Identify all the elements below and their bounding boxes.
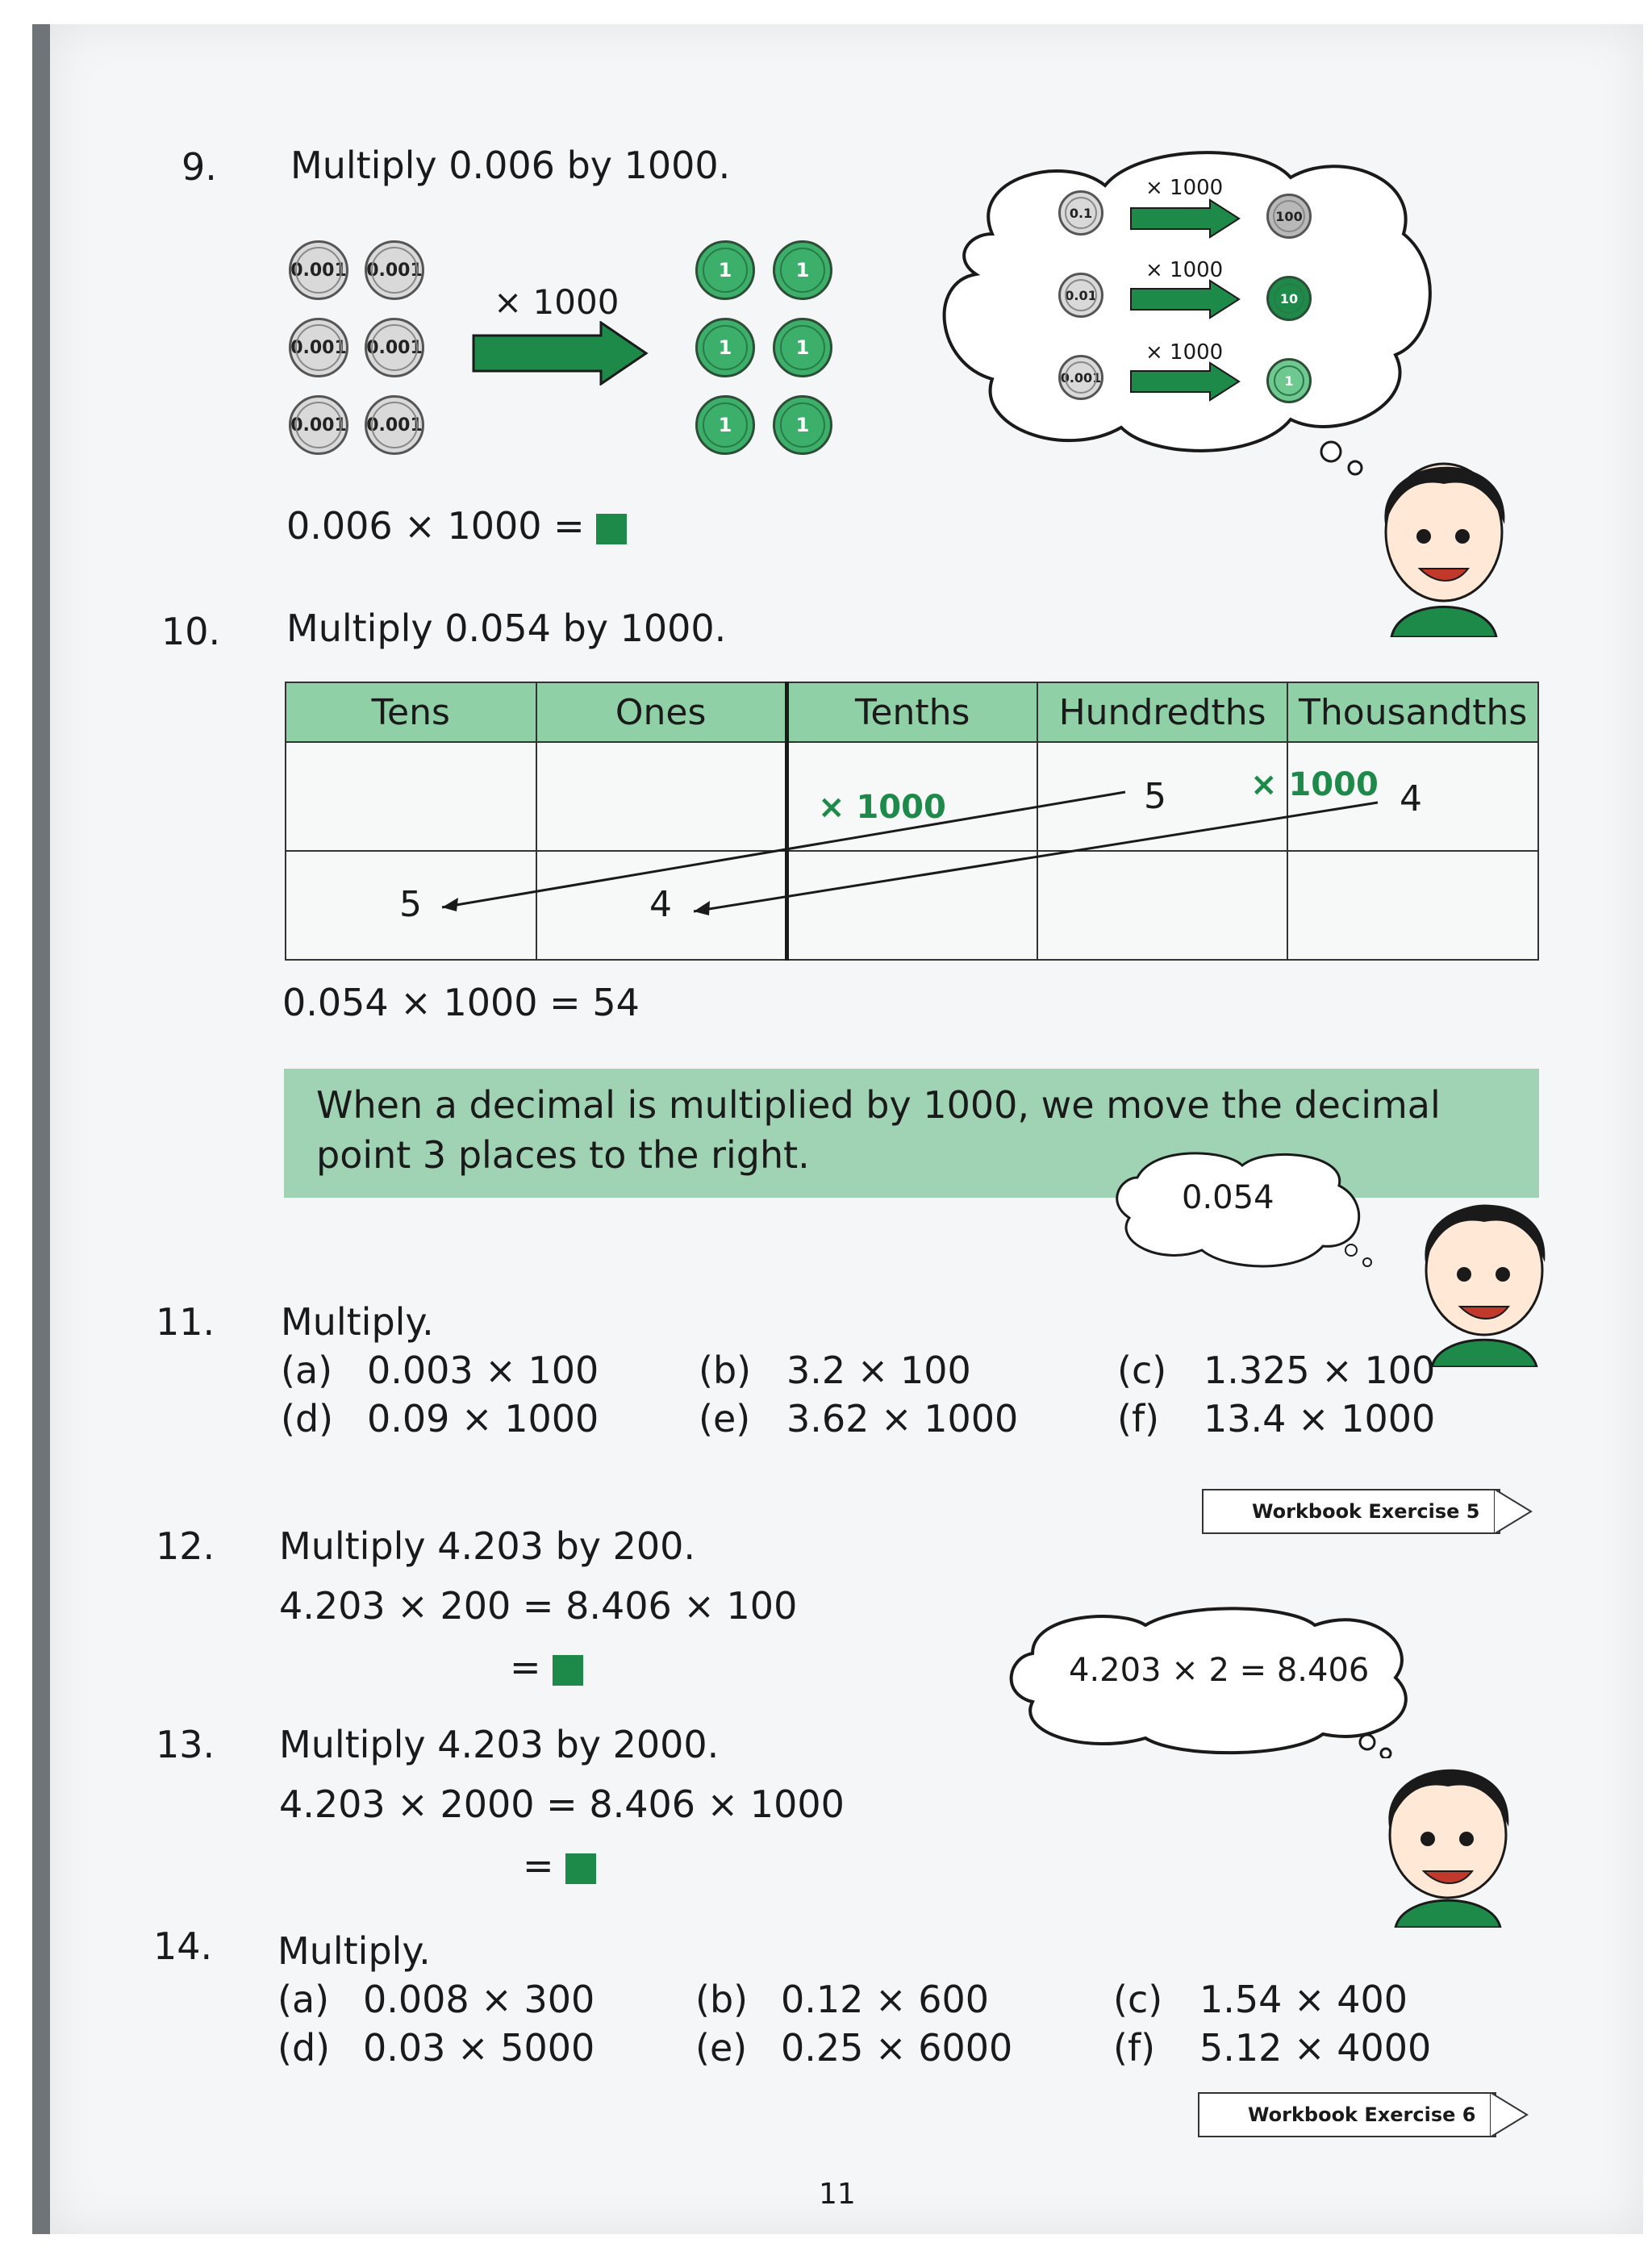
header-tenths: Tenths: [786, 682, 1037, 742]
page-number: 11: [819, 2178, 856, 2211]
right-arrow-icon: [472, 321, 649, 386]
coin-1: 1: [773, 395, 832, 455]
boy-illustration: [1408, 1174, 1561, 1367]
item-label: (e): [699, 1397, 751, 1440]
answer-box: [596, 514, 627, 544]
question-10-title: Multiply 0.054 by 1000.: [286, 607, 727, 650]
coin-1: 1: [695, 240, 755, 300]
question-11-title: Multiply.: [281, 1300, 434, 1344]
digit-4-top: 4: [1400, 778, 1422, 819]
header-hundredths: Hundredths: [1037, 682, 1288, 742]
question-number-10: 10.: [161, 610, 221, 653]
question-number-14: 14.: [153, 1924, 213, 1968]
tag-arrow-icon: [1490, 2092, 1530, 2137]
question-9-title: Multiply 0.006 by 1000.: [290, 144, 731, 187]
question-10-equation: 0.054 × 1000 = 54: [282, 981, 640, 1024]
coin-0.001: 0.001: [289, 240, 348, 300]
coin-100: 100: [1266, 194, 1312, 239]
item-label: (d): [281, 1397, 334, 1440]
multiply-label-thousandths: × 1000: [1250, 766, 1379, 803]
equals-sign: =: [510, 1645, 541, 1689]
coin-1: 1: [695, 395, 755, 455]
question-number-9: 9.: [181, 145, 217, 189]
item-expression: 3.2 × 100: [786, 1349, 971, 1392]
header-tens: Tens: [286, 682, 536, 742]
item-label: (f): [1117, 1397, 1160, 1440]
header-thousandths: Thousandths: [1287, 682, 1538, 742]
question-12-step: 4.203 × 200 = 8.406 × 100: [279, 1584, 798, 1628]
right-arrow-icon: [1129, 361, 1242, 402]
boy-illustration: [1367, 436, 1521, 637]
thought-op-1: × 1000: [1145, 176, 1224, 200]
coin-1: 1: [773, 240, 832, 300]
coin-1: 1: [773, 318, 832, 377]
answer-box: [565, 1853, 596, 1884]
question-13-step: 4.203 × 2000 = 8.406 × 1000: [279, 1782, 845, 1826]
workbook-label: Workbook Exercise 5: [1252, 1500, 1480, 1523]
question-12-answer: [510, 1645, 583, 1689]
equation-text: 0.006 × 1000 =: [286, 504, 585, 548]
digit-4-bottom: 4: [649, 884, 672, 925]
item-expression: 1.325 × 100: [1204, 1349, 1436, 1392]
digit-5-bottom: 5: [399, 884, 422, 925]
coin-0.001: 0.001: [1058, 355, 1103, 400]
item-expression: 0.008 × 300: [363, 1978, 595, 2021]
item-expression: 0.03 × 5000: [363, 2026, 595, 2070]
question-14-title: Multiply.: [277, 1929, 431, 1973]
question-12-title: Multiply 4.203 by 200.: [279, 1524, 696, 1568]
coin-0.001: 0.001: [289, 395, 348, 455]
item-expression: 1.54 × 400: [1199, 1978, 1408, 2021]
item-label: (c): [1117, 1349, 1167, 1392]
right-arrow-icon: [1129, 198, 1242, 239]
item-expression: 0.12 × 600: [781, 1978, 990, 2021]
question-13-answer: [523, 1844, 596, 1887]
rule-callout: When a decimal is multiplied by 1000, we move the decimal point 3 places to the right.: [284, 1069, 1539, 1198]
item-expression: 13.4 × 1000: [1204, 1397, 1436, 1440]
item-label: (f): [1113, 2026, 1156, 2070]
item-label: (b): [699, 1349, 752, 1392]
multiply-label-tenths: × 1000: [818, 789, 946, 826]
item-label: (d): [277, 2026, 331, 2070]
coin-1: 1: [1266, 358, 1312, 403]
workbook-label: Workbook Exercise 6: [1248, 2103, 1476, 2126]
coin-0.001: 0.001: [289, 318, 348, 377]
answer-box: [553, 1655, 583, 1686]
item-expression: 5.12 × 4000: [1199, 2026, 1432, 2070]
thought-op-3: × 1000: [1145, 340, 1224, 365]
coin-10: 10: [1266, 276, 1312, 321]
item-label: (e): [695, 2026, 748, 2070]
coin-0.1: 0.1: [1058, 190, 1103, 236]
item-expression: 0.09 × 1000: [367, 1397, 599, 1440]
item-label: (a): [281, 1349, 333, 1392]
tag-arrow-icon: [1494, 1489, 1534, 1534]
header-ones: Ones: [536, 682, 787, 742]
item-expression: 3.62 × 1000: [786, 1397, 1019, 1440]
workbook-exercise-tag: [1198, 2092, 1496, 2137]
multiply-arrow-label: × 1000: [494, 282, 620, 322]
item-label: (c): [1113, 1978, 1163, 2021]
coin-0.001: 0.001: [365, 395, 424, 455]
thought-op-2: × 1000: [1145, 258, 1224, 282]
coin-1: 1: [695, 318, 755, 377]
item-expression: 0.003 × 100: [367, 1349, 599, 1392]
right-arrow-icon: [1129, 279, 1242, 319]
question-13-title: Multiply 4.203 by 2000.: [279, 1723, 720, 1766]
thought-decimal: 0.054: [1182, 1179, 1274, 1216]
question-number-12: 12.: [156, 1524, 215, 1568]
item-expression: 0.25 × 6000: [781, 2026, 1013, 2070]
coin-0.01: 0.01: [1058, 273, 1103, 318]
question-number-11: 11.: [156, 1300, 215, 1344]
thought-equation: 4.203 × 2 = 8.406: [1069, 1652, 1370, 1689]
workbook-exercise-tag: [1202, 1489, 1500, 1534]
coin-0.001: 0.001: [365, 318, 424, 377]
question-9-equation: [286, 504, 627, 548]
question-number-13: 13.: [156, 1723, 215, 1766]
item-label: (a): [277, 1978, 330, 2021]
digit-5-top: 5: [1144, 776, 1166, 817]
equals-sign: =: [523, 1844, 554, 1887]
coin-0.001: 0.001: [365, 240, 424, 300]
boy-illustration: [1371, 1742, 1525, 1928]
item-label: (b): [695, 1978, 749, 2021]
